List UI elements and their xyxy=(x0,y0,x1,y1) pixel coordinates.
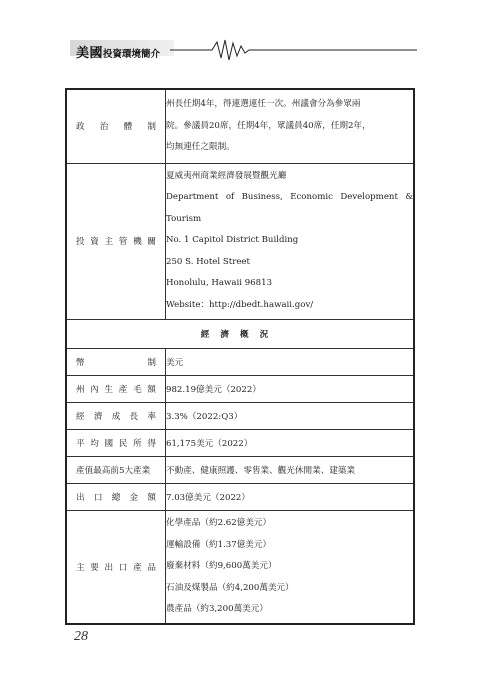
label-char: 出 xyxy=(76,493,85,503)
label-char: 所 xyxy=(133,439,142,449)
table-row-gsp xyxy=(66,376,414,403)
header-title-country: 美國 xyxy=(76,46,104,61)
export-item: 廢棄材料（約9,600萬美元） xyxy=(166,561,277,571)
row-label xyxy=(67,383,165,395)
page-header xyxy=(62,34,422,64)
label-char: 內 xyxy=(90,385,99,395)
row-label xyxy=(67,491,165,503)
row-label-cell xyxy=(66,430,166,457)
label-char: 政 xyxy=(76,122,85,133)
header-title-subtitle: 投資環境簡介 xyxy=(103,49,161,60)
row-label-cell xyxy=(66,89,166,163)
row-label-cell xyxy=(66,484,166,511)
row-label xyxy=(67,235,165,247)
label-char: 州 xyxy=(76,385,85,395)
row-label xyxy=(67,561,165,573)
value-line: 夏威夷州商業經濟發展暨觀光廳 xyxy=(166,170,287,181)
label-char: 額 xyxy=(147,385,156,395)
label-char: 管 xyxy=(118,237,128,248)
table-row-per-capita xyxy=(66,430,414,457)
row-label-cell xyxy=(66,163,166,320)
label-char: 關 xyxy=(147,237,156,248)
row-label-cell xyxy=(66,403,166,430)
table-row-section-header xyxy=(66,320,414,349)
label-char: 民 xyxy=(118,439,128,449)
row-label-cell xyxy=(66,349,166,376)
label-char: 體 xyxy=(123,122,133,133)
label-char: 制 xyxy=(147,358,156,368)
table-row-top-industries xyxy=(66,457,414,484)
heartbeat-line-decoration xyxy=(62,34,422,64)
label-char: 投 xyxy=(76,237,85,248)
label-char: 口 xyxy=(118,562,128,573)
value-line: Tourism xyxy=(166,213,202,224)
label-char: 經 xyxy=(76,412,85,422)
page-number: 28 xyxy=(74,629,88,644)
label-char: 制 xyxy=(147,122,156,133)
export-item: 化學產品（約2.62億美元） xyxy=(166,518,272,528)
label-char: 長 xyxy=(129,412,139,422)
value-line: 州長任期4年，得連選連任一次。州議會分為參眾兩 xyxy=(166,99,361,109)
row-label-cell xyxy=(66,511,166,624)
value-line: 250 S. Hotel Street xyxy=(166,256,250,267)
label-char: 金 xyxy=(129,493,139,503)
label-char: 成 xyxy=(111,412,121,422)
table-row-total-exports xyxy=(66,484,414,511)
label-char: 生 xyxy=(104,385,114,395)
label-char: 額 xyxy=(147,493,156,503)
label-char: 品 xyxy=(147,562,156,573)
row-label xyxy=(67,120,165,132)
label-char: 產 xyxy=(118,385,128,395)
label-char: 幣 xyxy=(76,358,85,368)
value-line: Department of Business, Economic Development & xyxy=(166,192,413,202)
label-char: 濟 xyxy=(93,412,103,422)
website-link[interactable]: Website：http://dbedt.hawaii.gov/ xyxy=(166,299,314,310)
value-line: Honolulu, Hawaii 96813 xyxy=(166,278,273,288)
row-label: 產值最高前5大產業 xyxy=(66,457,166,484)
row-value-cell xyxy=(166,89,415,163)
row-value: 982.19億美元（2022） xyxy=(166,376,415,403)
label-char: 毛 xyxy=(133,385,142,395)
label-char: 要 xyxy=(90,562,99,573)
row-value-cell xyxy=(166,163,415,320)
row-value-cell xyxy=(166,511,415,624)
label-char: 總 xyxy=(111,493,121,503)
table-row-investment-agency xyxy=(66,163,414,320)
label-char: 主 xyxy=(76,562,85,573)
row-label-cell xyxy=(66,376,166,403)
value-line: No. 1 Capitol District Building xyxy=(166,235,299,245)
label-char: 口 xyxy=(93,493,103,503)
table-row-main-exports xyxy=(66,511,414,624)
label-char: 產 xyxy=(133,562,142,573)
table-row-politics xyxy=(66,89,414,163)
row-label xyxy=(67,356,165,368)
label-char: 得 xyxy=(147,439,156,449)
row-value: 不動產、健康照護、零售業、觀光休閒業、建築業 xyxy=(166,457,415,484)
row-label xyxy=(67,437,165,449)
label-char: 平 xyxy=(76,439,85,449)
label-char: 均 xyxy=(90,439,99,449)
table-row-growth xyxy=(66,403,414,430)
value-line: 均無連任之限制。 xyxy=(166,142,235,152)
row-value: 3.3%（2022:Q3） xyxy=(166,403,415,430)
label-char: 治 xyxy=(99,122,109,133)
export-item: 農產品（約3,200萬美元） xyxy=(166,604,268,614)
hawaii-overview-table xyxy=(65,88,415,625)
table-row-currency xyxy=(66,349,414,376)
export-item: 運輸設備（約1.37億美元） xyxy=(166,539,272,550)
label-char: 資 xyxy=(90,237,99,248)
row-value: 7.03億美元（2022） xyxy=(166,484,415,511)
export-item: 石油及煤製品（約4,200萬美元） xyxy=(166,582,294,593)
label-char: 機 xyxy=(133,237,142,248)
label-char: 率 xyxy=(147,412,156,422)
row-value: 美元 xyxy=(166,349,415,376)
row-label xyxy=(67,410,165,422)
label-char: 主 xyxy=(104,237,114,248)
label-char: 出 xyxy=(104,562,114,573)
economy-section-title: 經濟概況 xyxy=(66,320,414,349)
value-line: 院。參議員20席，任期4年，眾議員40席，任期2年， xyxy=(166,120,371,131)
row-value: 61,175美元（2022） xyxy=(166,430,415,457)
label-char: 國 xyxy=(104,439,114,449)
